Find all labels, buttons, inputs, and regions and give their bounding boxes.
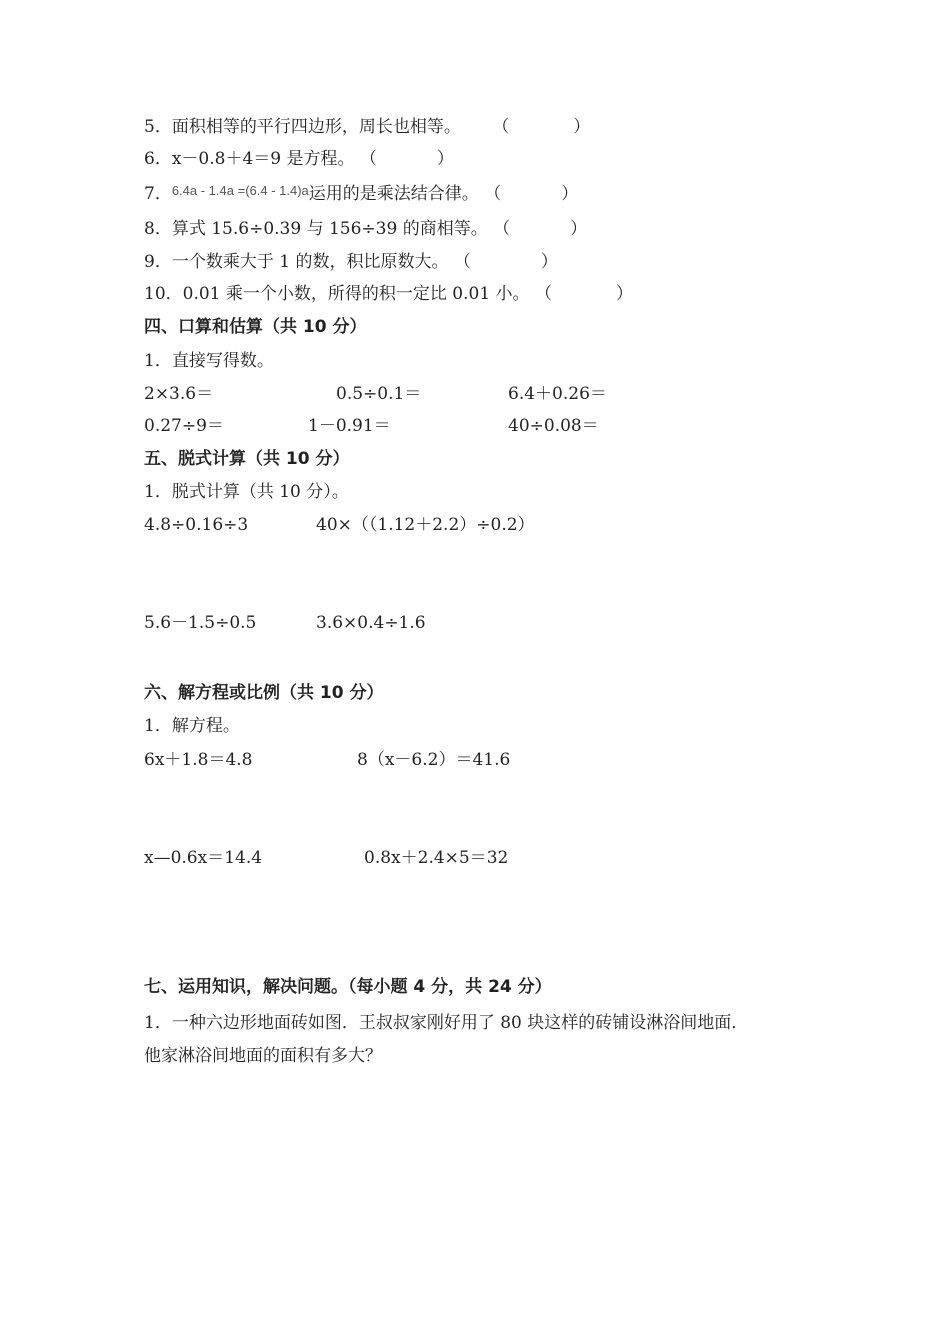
judge-item-10 [144, 283, 633, 305]
judge-item-6 [144, 148, 454, 170]
section7-q1-line1: 1．一种六边形地面砖如图．王叔叔家刚好用了 80 块这样的砖铺设淋浴间地面． [144, 1013, 749, 1033]
section6-heading: 六、解方程或比例（共 10 分） [144, 683, 384, 703]
equation-item: 6x＋1.8＝4.8 [144, 750, 253, 770]
answer-paren-close: ） [436, 149, 454, 169]
item-number: 9． [144, 252, 172, 272]
section5-q1: 1．脱式计算（共 10 分）。 [144, 482, 349, 502]
section4-q1: 1．直接写得数。 [144, 351, 274, 371]
oral-calc-item: 1－0.91＝ [308, 416, 391, 436]
answer-paren-open: （ [484, 184, 502, 204]
item-number: 10． [144, 284, 183, 304]
equation-item: 8（x－6.2）＝41.6 [357, 750, 511, 770]
item-number: 8． [144, 219, 172, 239]
section5-heading: 五、脱式计算（共 10 分） [144, 449, 350, 469]
section4-heading: 四、口算和估算（共 10 分） [144, 317, 367, 337]
judge-item-7 [144, 183, 578, 206]
oral-calc-item: 0.5÷0.1＝ [336, 384, 422, 404]
equation-item: x—0.6x＝14.4 [144, 848, 263, 868]
oral-calc-item: 6.4＋0.26＝ [508, 384, 607, 404]
item-text: 算式 15.6÷0.39 与 156÷39 的商相等。 [171, 219, 488, 239]
item-number: 7． [144, 184, 172, 204]
answer-paren-open: （ [493, 219, 511, 239]
oral-calc-item: 40÷0.08＝ [508, 416, 599, 436]
formula-image: 6.4a - 1.4a =(6.4 - 1.4)a [171, 183, 309, 198]
judge-item-8 [144, 218, 587, 240]
item-text: 0.01 乘一个小数，所得的积一定比 0.01 小。 [182, 284, 530, 304]
answer-paren-close: ） [573, 117, 591, 137]
item-text: 一个数乘大于 1 的数，积比原数大。 [171, 252, 449, 272]
oral-calc-item: 2×3.6＝ [144, 384, 214, 404]
section7-q1-line2: 他家淋浴间地面的面积有多大？ [144, 1046, 382, 1066]
step-calc-item: 5.6－1.5÷0.5 [144, 613, 257, 633]
section6-q1: 1．解方程。 [144, 716, 240, 736]
step-calc-item: 40×（（1.12＋2.2）÷0.2） [316, 515, 535, 535]
equation-item: 0.8x＋2.4×5＝32 [364, 848, 509, 868]
item-text: x－0.8＋4＝9 是方程。 [171, 149, 355, 169]
item-number: 5． [144, 117, 172, 137]
item-number: 6． [144, 149, 172, 169]
answer-paren-close: ） [570, 219, 588, 239]
answer-paren-open: （ [453, 252, 471, 272]
item-text: 运用的是乘法结合律。 [308, 184, 479, 204]
step-calc-item: 3.6×0.4÷1.6 [316, 613, 426, 633]
answer-paren-close: ） [615, 284, 633, 304]
judge-item-9 [144, 251, 558, 273]
answer-paren-open: （ [534, 284, 552, 304]
answer-paren-open: （ [492, 117, 510, 137]
item-text: 面积相等的平行四边形，周长也相等。 [171, 117, 461, 137]
step-calc-item: 4.8÷0.16÷3 [144, 515, 249, 535]
oral-calc-item: 0.27÷9＝ [144, 416, 224, 436]
answer-paren-close: ） [540, 252, 558, 272]
section7-heading: 七、运用知识，解决问题。（每小题 4 分，共 24 分） [144, 977, 552, 997]
answer-paren-open: （ [359, 149, 377, 169]
answer-paren-close: ） [561, 184, 579, 204]
judge-item-5 [144, 116, 590, 138]
